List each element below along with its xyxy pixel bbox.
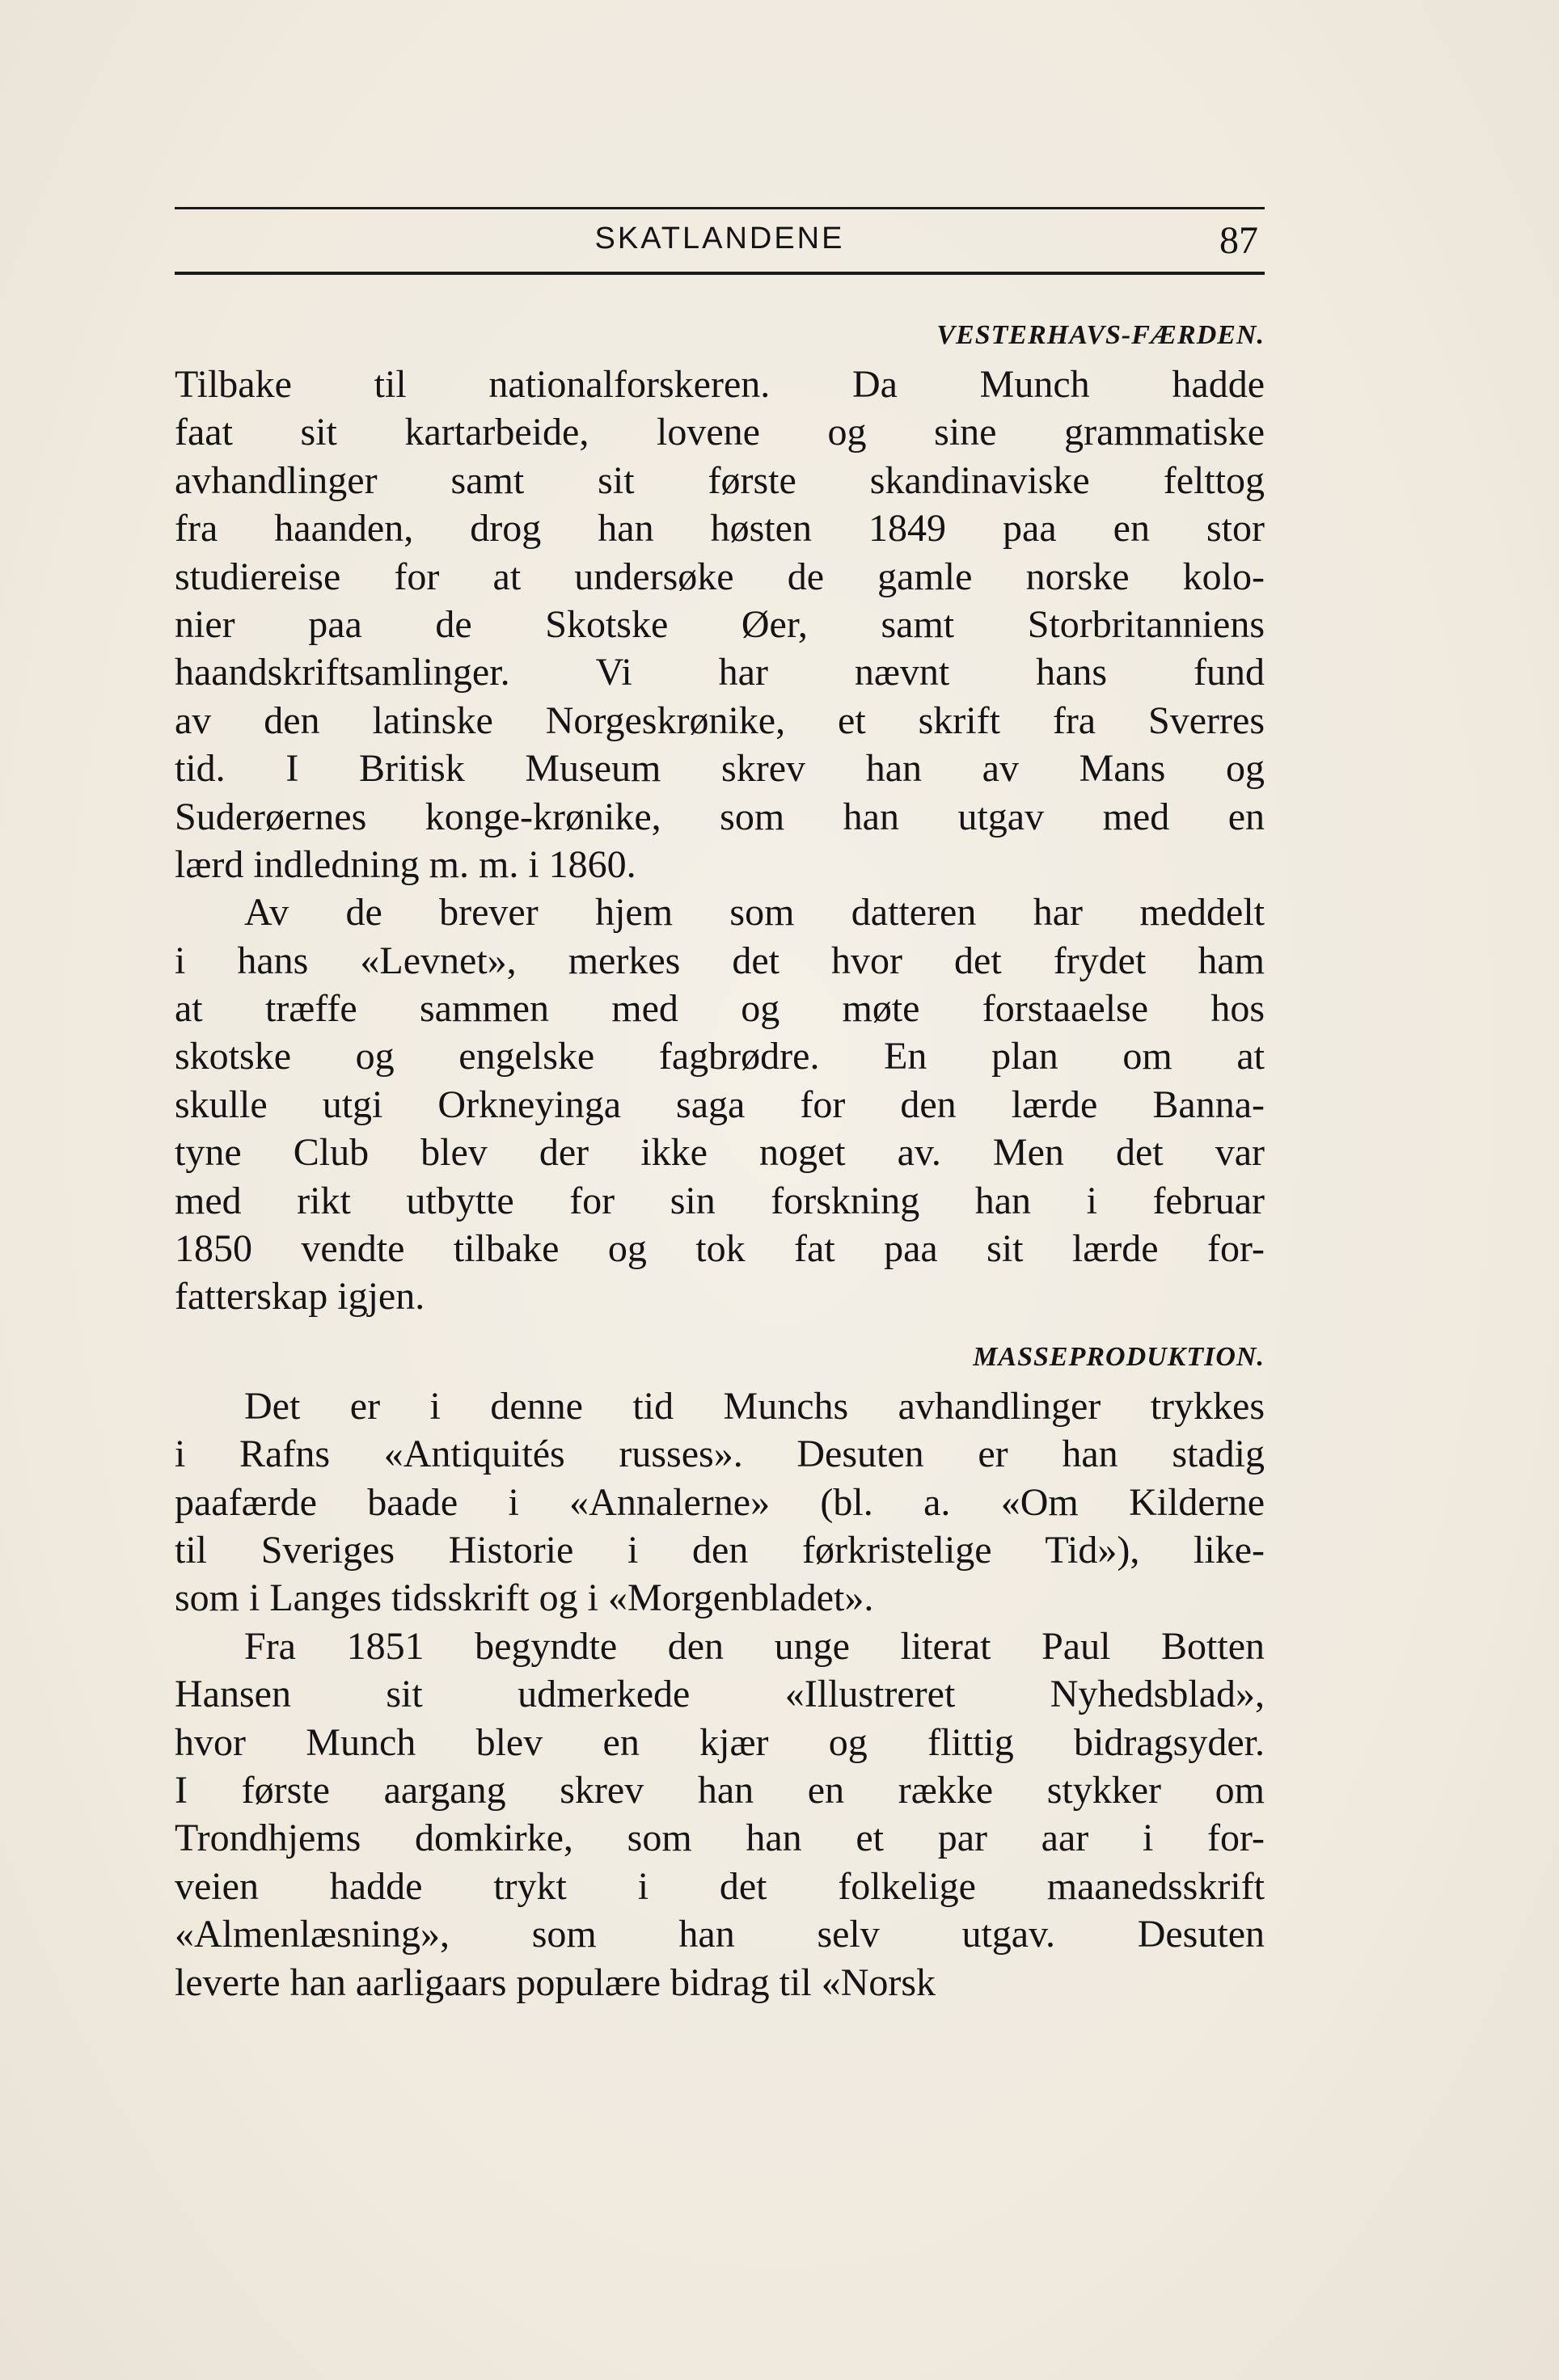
text-line: studiereise for at undersøke de gamle norske kolo-	[175, 555, 1265, 598]
paragraph	[175, 361, 1265, 888]
text-line: 1850 vendte tilbake og tok fat paa sit lærde for-	[175, 1227, 1265, 1271]
text-line: i Rafns «Antiquités russes». Desuten er han stadig	[175, 1433, 1265, 1476]
text-line: Det er i denne tid Munchs avhandlinger trykkes	[244, 1384, 1265, 1428]
header-rule-top	[175, 207, 1265, 209]
text-line: Tilbake til nationalforskeren. Da Munch hadde	[175, 363, 1265, 406]
text-line: at træffe sammen med og møte forstaaelse hos	[175, 987, 1265, 1031]
text-line: av den latinske Norgeskrønike, et skrift fra Sverres	[175, 698, 1265, 742]
text-line: Fra 1851 begyndte den unge literat Paul Botten	[244, 1624, 1265, 1668]
running-title: SKATLANDENE	[594, 222, 845, 255]
text-line: haandskriftsamlinger. Vi har nævnt hans fund	[175, 651, 1265, 694]
text-line: i hans «Levnet», merkes det hvor det frydet ham	[175, 939, 1265, 982]
text-line: Hansen sit udmerkede «Illustreret Nyhedsblad»,	[175, 1673, 1265, 1716]
body-text	[175, 310, 1265, 2007]
section-gap	[175, 1321, 1265, 1332]
text-line: faat sit kartarbeide, lovene og sine grammatiske	[175, 411, 1265, 454]
text-line: nier paa de Skotske Øer, samt Storbritanniens	[175, 602, 1265, 646]
section-heading: VESTERHAVS-FÆRDEN.	[936, 320, 1265, 350]
text-line: leverte han aarligaars populære bidrag til «Norsk	[175, 1960, 936, 2004]
running-head	[175, 218, 1265, 267]
text-line: til Sveriges Historie i den førkristelige Tid»), like-	[175, 1528, 1265, 1572]
paragraph	[175, 1382, 1265, 1623]
text-line: hvor Munch blev en kjær og flittig bidragsyder.	[175, 1720, 1265, 1764]
text-line: lærd indledning m. m. i 1860.	[175, 842, 636, 886]
text-line: «Almenlæsning», som han selv utgav. Desuten	[175, 1913, 1265, 1956]
text-line: Av de brever hjem som datteren har meddelt	[244, 891, 1265, 935]
text-line: I første aargang skrev han en række stykker om	[175, 1768, 1265, 1812]
text-line: skotske og engelske fagbrødre. En plan om at	[175, 1035, 1265, 1078]
text-line: paafærde baade i «Annalerne» (bl. a. «Om Kilderne	[175, 1480, 1265, 1524]
text-line: som i Langes tidsskrift og i «Morgenbladet».	[175, 1576, 874, 1620]
text-line: Trondhjems domkirke, som han et par aar i for-	[175, 1817, 1265, 1860]
paragraph	[175, 1623, 1265, 2007]
text-line: fatterskap igjen.	[175, 1275, 425, 1319]
text-line: tid. I Britisk Museum skrev han av Mans og	[175, 747, 1265, 791]
text-line: veien hadde trykt i det folkelige maanedsskrift	[175, 1864, 1265, 1908]
section-heading: MASSEPRODUKTION.	[973, 1341, 1265, 1372]
text-line: avhandlinger samt sit første skandinaviske felttog	[175, 458, 1265, 502]
header-rule-bottom	[175, 272, 1265, 275]
text-line: fra haanden, drog han høsten 1849 paa en stor	[175, 507, 1265, 551]
page-number: 87	[1219, 219, 1258, 262]
text-line: tyne Club blev der ikke noget av. Men det var	[175, 1131, 1265, 1175]
text-line: med rikt utbytte for sin forskning han i februar	[175, 1179, 1265, 1222]
text-line: Suderøernes konge-krønike, som han utgav med en	[175, 795, 1265, 838]
paragraph	[175, 888, 1265, 1321]
text-line: skulle utgi Orkneyinga saga for den lærde Banna-	[175, 1082, 1265, 1126]
